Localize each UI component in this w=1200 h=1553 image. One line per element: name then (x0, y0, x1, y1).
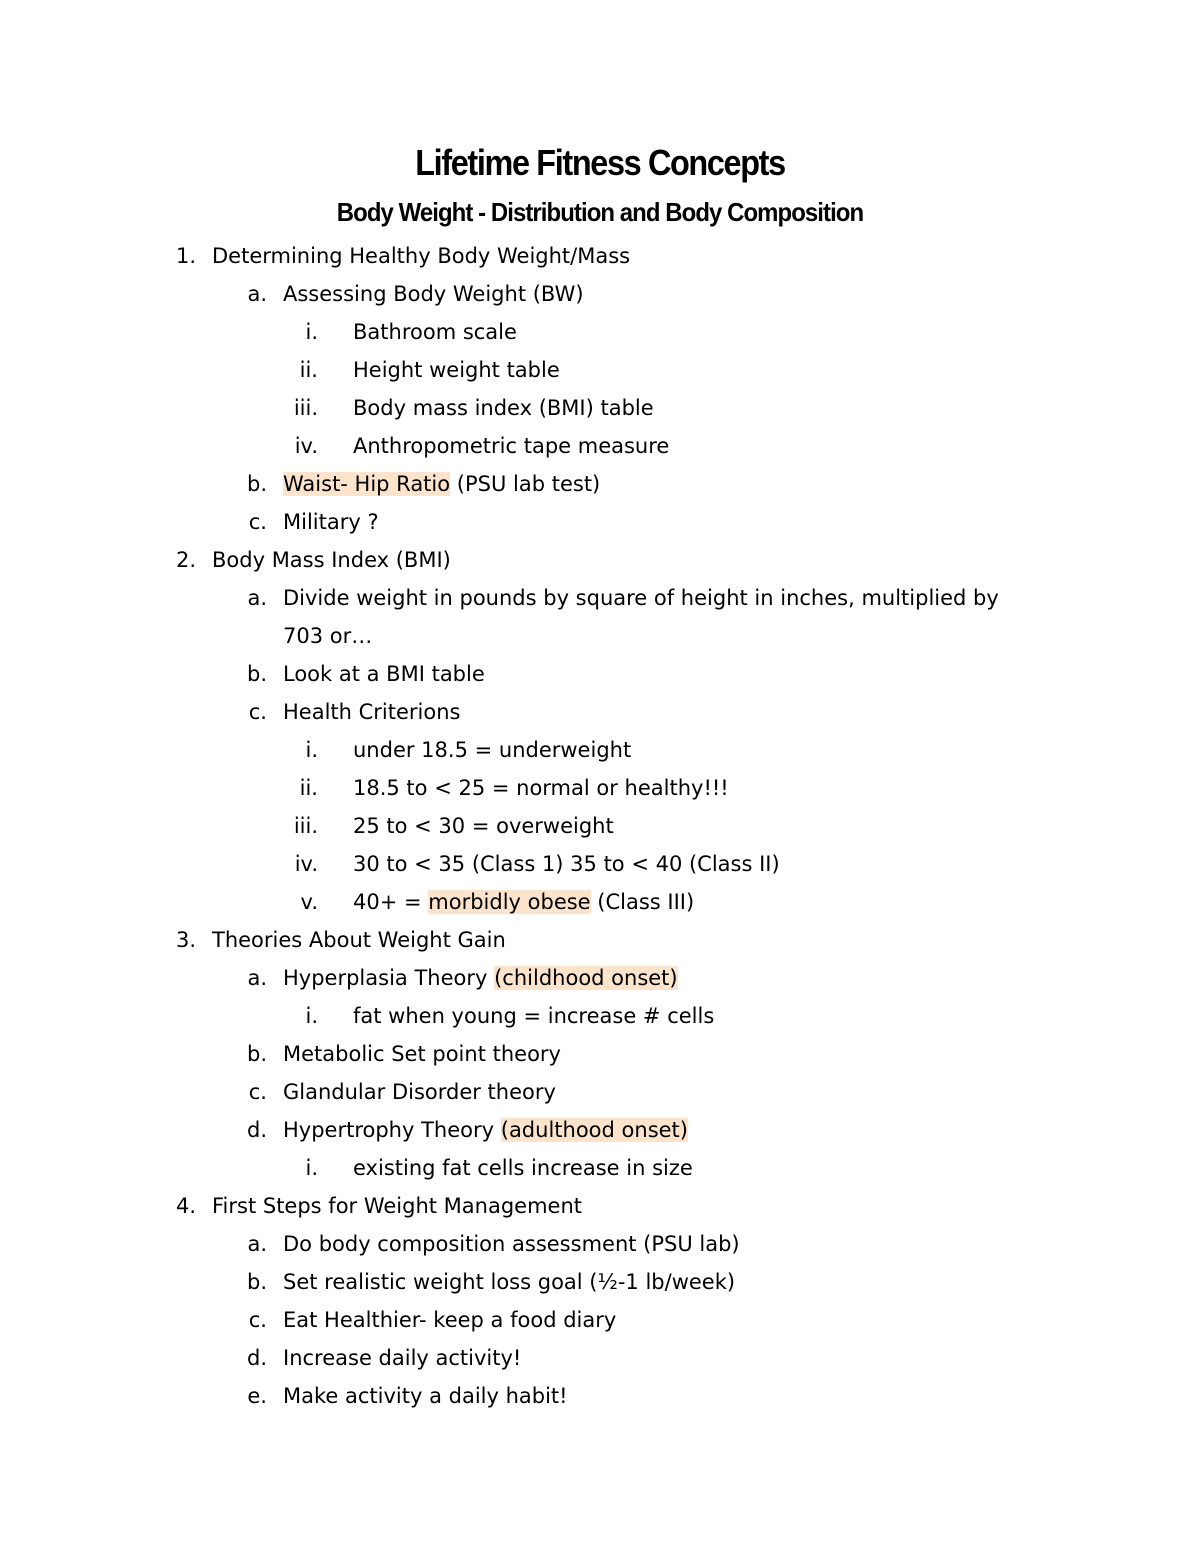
text-segment: Height weight table (353, 358, 560, 382)
list-marker: b. (246, 1270, 267, 1294)
highlighted-text: (adulthood onset) (500, 1118, 688, 1142)
list-marker: a. (247, 586, 267, 610)
list-marker: c. (248, 1080, 267, 1104)
text-segment: Anthropometric tape measure (353, 434, 670, 458)
list-marker: c. (248, 700, 267, 724)
list-marker: a. (247, 282, 267, 306)
text-segment: First Steps for Weight Management (212, 1194, 583, 1218)
list-item-text (283, 280, 584, 308)
text-segment: under 18.5 = underweight (353, 738, 632, 762)
list-item-text (353, 1002, 714, 1030)
list-item-text (283, 1230, 740, 1258)
text-segment: fat when young = increase # cells (353, 1004, 715, 1028)
list-item-text (283, 698, 461, 726)
list-marker: a. (247, 966, 267, 990)
list-item-text (283, 584, 999, 612)
text-segment: Body Mass Index (BMI) (212, 548, 451, 572)
list-marker: iv. (294, 852, 318, 876)
text-segment: Do body composition assessment (PSU lab) (283, 1232, 740, 1256)
list-marker: c. (248, 510, 267, 534)
list-marker: 1. (175, 244, 196, 268)
highlighted-text: morbidly obese (428, 890, 591, 914)
text-segment: (Class III) (590, 890, 695, 914)
list-item-text (283, 660, 485, 688)
text-segment: Theories About Weight Gain (212, 928, 506, 952)
list-marker: b. (246, 1042, 267, 1066)
list-marker: b. (246, 662, 267, 686)
list-item-text (283, 1078, 556, 1106)
list-marker: i. (305, 738, 318, 762)
list-item-text (283, 1306, 616, 1334)
text-segment: Make activity a daily habit! (283, 1384, 568, 1408)
list-item-text (353, 394, 654, 422)
list-item-text: 703 or… (283, 624, 373, 648)
page-title: Lifetime Fitness Concepts (415, 142, 785, 183)
list-marker: b. (246, 472, 267, 496)
list-item-text (212, 1192, 582, 1220)
list-item-text (353, 318, 517, 346)
text-segment: Divide weight in pounds by square of height in inches, multiplied by (283, 586, 999, 610)
list-marker: a. (247, 1232, 267, 1256)
highlighted-text: Waist- Hip Ratio (283, 472, 451, 496)
text-segment: Glandular Disorder theory (283, 1080, 556, 1104)
list-marker: c. (248, 1308, 267, 1332)
list-item-text (283, 1382, 568, 1410)
text-segment: Set realistic weight loss goal (½-1 lb/week) (283, 1270, 736, 1294)
list-marker: iii. (293, 814, 318, 838)
text-segment: 18.5 to < 25 = normal or healthy!!! (353, 776, 729, 800)
list-item-text (283, 1268, 735, 1296)
list-item-text (283, 1040, 561, 1068)
text-segment: 30 to < 35 (Class 1) 35 to < 40 (Class II) (353, 852, 780, 876)
text-segment: existing fat cells increase in size (353, 1156, 693, 1180)
list-item-text (353, 1154, 693, 1182)
list-item-text (212, 242, 630, 270)
list-marker: iii. (293, 396, 318, 420)
list-marker: i. (305, 320, 318, 344)
text-segment: Determining Healthy Body Weight/Mass (212, 244, 631, 268)
list-item-text (353, 812, 614, 840)
list-marker: ii. (299, 776, 318, 800)
list-item-text (283, 470, 600, 498)
text-segment: Hypertrophy Theory (283, 1118, 501, 1142)
list-item-text (353, 774, 729, 802)
text-segment: Military ? (283, 510, 379, 534)
list-marker: v. (300, 890, 318, 914)
list-item-text (212, 546, 451, 574)
list-item-text (353, 888, 694, 916)
list-marker: d. (246, 1118, 267, 1142)
highlighted-text: (childhood onset) (494, 966, 678, 990)
text-segment: Look at a BMI table (283, 662, 485, 686)
text-segment: Increase daily activity! (283, 1346, 522, 1370)
text-segment: 40+ = (353, 890, 429, 914)
text-segment: Metabolic Set point theory (283, 1042, 561, 1066)
list-item-text (283, 508, 379, 536)
list-marker: iv. (294, 434, 318, 458)
text-segment: (PSU lab test) (450, 472, 601, 496)
text-segment: Hyperplasia Theory (283, 966, 495, 990)
list-item-text (353, 356, 560, 384)
list-item-text (212, 926, 506, 954)
list-item-text (283, 964, 678, 992)
list-marker: i. (305, 1004, 318, 1028)
list-item-text (353, 850, 780, 878)
text-segment: 25 to < 30 = overweight (353, 814, 614, 838)
list-marker: ii. (299, 358, 318, 382)
list-marker: 2. (175, 548, 196, 572)
text-segment: Eat Healthier- keep a food diary (283, 1308, 617, 1332)
text-segment: Bathroom scale (353, 320, 517, 344)
list-marker: i. (305, 1156, 318, 1180)
list-item-text (353, 736, 631, 764)
list-marker: 4. (175, 1194, 196, 1218)
list-marker: 3. (175, 928, 196, 952)
text-segment: Body mass index (BMI) table (353, 396, 654, 420)
list-marker: d. (246, 1346, 267, 1370)
list-item-text (353, 432, 669, 460)
list-marker: e. (247, 1384, 267, 1408)
list-item-text (283, 1116, 688, 1144)
list-item-text (283, 1344, 521, 1372)
text-segment: Health Criterions (283, 700, 461, 724)
text-segment: Assessing Body Weight (BW) (283, 282, 584, 306)
page-subtitle: Body Weight - Distribution and Body Composition (336, 197, 864, 227)
